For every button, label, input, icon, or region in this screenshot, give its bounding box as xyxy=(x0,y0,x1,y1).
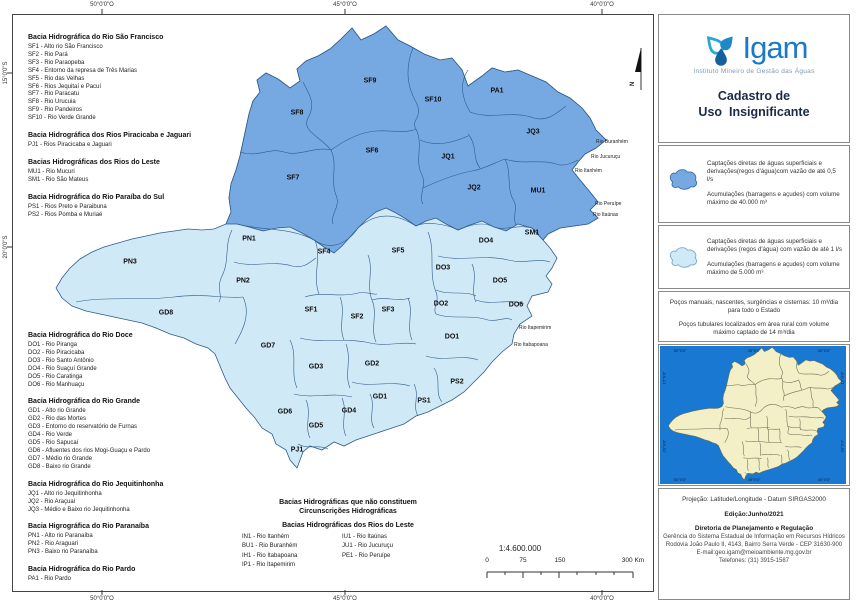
basin-item: PS1 - Rios Preto e Paraibuna xyxy=(28,203,107,210)
basin-item: DO4 - Rio Suaçuí Grande xyxy=(28,365,97,372)
basin-section xyxy=(28,132,243,150)
inset-coord-top: 50°0'0" xyxy=(673,348,687,353)
map-title-line1: Cadastro de xyxy=(717,89,791,103)
basin-item: PJ1 - Rios Piracicaba e Jaguari xyxy=(28,142,112,149)
region-label-gd4: GD4 xyxy=(341,407,357,415)
basin-item: SF1 - Alto rio São Francisco xyxy=(28,44,103,50)
legend-dark-captacoes: Captações diretas de águas superficiais e derivações(regos d'água)com vazão de até 0,5 l/s xyxy=(707,160,836,183)
inset-coord-right: 20°0'0" xyxy=(839,439,845,453)
basin-section xyxy=(28,34,243,123)
wells-tubular-text: Poços tubulares localizados em área rural com volume máximo captado de 14 m³/dia xyxy=(678,321,830,336)
dark-basin-blob-icon xyxy=(666,166,702,194)
region-label-gd1: GD1 xyxy=(372,393,388,401)
inset-map-svg xyxy=(658,344,850,486)
region-label-do4: DO4 xyxy=(478,237,494,245)
leste-basin-item: IN1 - Rio Itanhém xyxy=(242,534,290,540)
north-arrow-label: N xyxy=(630,81,636,86)
region-label-gd6: GD6 xyxy=(277,408,293,416)
basin-item: DO3 - Rio Santo Antônio xyxy=(28,357,94,364)
basin-item: PN2 - Rio Araguari xyxy=(28,541,79,548)
coord-label-top: 45°0'0"O xyxy=(333,2,357,8)
scale-tick-label: 150 xyxy=(554,557,566,564)
region-label-sf7: SF7 xyxy=(286,174,300,182)
basin-item: JQ1 - Alto rio Jequitinhonha xyxy=(28,490,102,497)
scale-tick-label: 300 Km xyxy=(621,557,645,564)
title-box xyxy=(658,14,850,143)
region-label-ps1: PS1 xyxy=(417,397,431,405)
leste-rivers-col1 xyxy=(242,533,342,571)
coord-label-top: 40°0'0"O xyxy=(590,2,614,8)
region-label-sf4: SF4 xyxy=(317,248,331,256)
coord-label-bottom: 40°0'0"O xyxy=(590,596,614,602)
region-label-sf3: SF3 xyxy=(381,306,395,314)
coord-label-bottom: 50°0'0"O xyxy=(90,596,114,602)
light-basin-blob-icon xyxy=(666,244,702,272)
basin-section xyxy=(28,332,243,389)
map-title-line2: Uso Insignificante xyxy=(698,105,810,119)
igam-logo-caption: Instituto Mineiro de Gestão das Águas xyxy=(693,68,815,75)
basin-item: GD8 - Baixo rio Grande xyxy=(28,463,91,470)
region-label-sf10: SF10 xyxy=(424,96,442,104)
region-label-jq3: JQ3 xyxy=(526,128,540,136)
basin-item: DO5 - Rio Caratinga xyxy=(28,373,83,380)
region-label-pn2: PN2 xyxy=(236,277,250,285)
river-label: Rio Peruípe xyxy=(595,201,622,207)
basin-item: DO2 - Rio Piracicaba xyxy=(28,349,85,356)
leste-basin-item: BU1 - Rio Buranhém xyxy=(242,543,298,550)
region-label-do6: DO6 xyxy=(508,301,524,309)
river-label: Rio Itanhém xyxy=(575,168,602,174)
contact-line: Rodovia João Paulo II, 4143, Bairro Serra Verde - CEP 31630-900 xyxy=(665,542,843,548)
coord-label-left: 20°0'0"S xyxy=(3,235,9,259)
region-label-sf5: SF5 xyxy=(391,247,405,255)
coord-label-left: 15°0'0"S xyxy=(3,61,9,85)
basin-section xyxy=(28,398,243,471)
basin-item: GD1 - Alto rio Grande xyxy=(28,408,86,415)
leste-rivers-subtitle: Bacias Hidrográficas dos Rios do Leste xyxy=(282,522,414,529)
river-label: Rio Itapemirim xyxy=(519,325,552,331)
region-label-sf2: SF2 xyxy=(350,313,364,321)
igam-logo-text: Igam xyxy=(742,30,808,65)
basin-item: SF7 - Rio Paracatu xyxy=(28,91,80,98)
basin-section-title: Bacia Hidrográfica do Rio Paraíba do Sul xyxy=(28,193,165,201)
river-label: Rio Itabapoana xyxy=(514,342,548,348)
scale-tick-label: 75 xyxy=(519,557,527,564)
basin-section-title: Bacia Higrográfica do Rio Paranaíba xyxy=(28,523,149,531)
wells-manual-text: Poços manuais, nascentes, surgências e cisternas: 10 m³/dia para todo o Estado xyxy=(669,299,839,314)
basin-item: JQ3 - Médio e Baixo rio Jequitinhonha xyxy=(28,506,130,513)
leste-basin-item: IP1 - Rio Itapemirim xyxy=(242,562,296,569)
basin-item: SF6 - Rios Jequitaí e Pacuí xyxy=(28,83,102,90)
region-label-gd2: GD2 xyxy=(364,360,380,368)
info-box xyxy=(658,488,850,600)
region-label-jq1: JQ1 xyxy=(441,153,455,161)
basin-item: SF9 - Rio Pandeiros xyxy=(28,107,83,114)
inset-coord-left: 15°0'0" xyxy=(661,371,667,385)
inset-coord-top: 40°0'0" xyxy=(817,348,831,353)
region-label-sf9: SF9 xyxy=(363,77,377,85)
region-label-gd7: GD7 xyxy=(260,342,276,350)
region-label-gd3: GD3 xyxy=(308,363,324,371)
basin-item: GD7 - Médio rio Grande xyxy=(28,455,93,462)
legend-dark-acumulacoes: Acumulações (barragens e açudes) com volume máximo de 40.000 m³ xyxy=(707,191,840,206)
north-arrow xyxy=(630,48,641,90)
basin-item: GD2 - Rio das Mortes xyxy=(28,416,87,423)
region-label-do3: DO3 xyxy=(435,264,451,272)
non-circumscription-block xyxy=(228,498,468,571)
river-label: Rio Itaúnas xyxy=(593,212,619,218)
legend-light-captacoes: Captações diretas de águas superficiais e derivações (regos d'água) com vazão de até 1 l/s xyxy=(707,238,842,253)
basin-index-top xyxy=(28,34,243,229)
legend-box-dark xyxy=(658,145,850,223)
basin-item: SM1 - Rio São Mateus xyxy=(28,176,89,183)
projection-text: Projeção: Latitude/Longitude - Datum SIRGAS2000 xyxy=(682,496,826,503)
basin-item: JQ2 - Rio Araçuaí xyxy=(28,498,76,505)
basin-item: SF2 - Rio Pará xyxy=(28,51,68,58)
region-label-gd8: GD8 xyxy=(158,309,174,317)
non-circumscription-title-line1: Bacias Hidrográficas que não constituem xyxy=(279,499,417,506)
basin-section-title: Bacia Hidrográfica do Rio Jequitinhonha xyxy=(28,480,164,488)
basin-item: DO1 - Rio Piranga xyxy=(28,342,78,348)
region-label-pa1: PA1 xyxy=(490,87,504,95)
region-label-do2: DO2 xyxy=(433,300,449,308)
basin-item: GD3 - Entorno do reservatório de Furnas xyxy=(28,424,138,431)
north-basins-shape xyxy=(226,26,606,253)
basin-item: PN3 - Baixo rio Paranaíba xyxy=(28,549,98,556)
basin-section xyxy=(28,523,243,557)
basin-item: PS2 - Rios Pomba e Muriaé xyxy=(28,211,103,218)
contact-line: Telefones: (31) 3915-1587 xyxy=(718,558,790,564)
basin-section xyxy=(28,194,243,220)
region-label-mu1: MU1 xyxy=(530,187,546,195)
inset-coord-left: 20°0'0" xyxy=(661,439,667,453)
leste-rivers-col2 xyxy=(342,533,442,571)
basin-item: PA1 - Rio Pardo xyxy=(28,576,71,583)
leste-basin-item: PE1 - Rio Peruípe xyxy=(342,552,391,559)
basin-item: PN1 - Alto rio Paranaíba xyxy=(28,533,93,540)
region-label-jq2: JQ2 xyxy=(467,184,481,192)
coord-label-top: 50°0'0"O xyxy=(90,2,114,8)
region-label-sf6: SF6 xyxy=(365,147,379,155)
inset-coord-bottom: 45°0'0" xyxy=(747,477,761,482)
region-label-ps2: PS2 xyxy=(450,378,464,386)
inset-coord-bottom: 40°0'0" xyxy=(817,477,831,482)
leste-basin-item: IU1 - Rio Itaúnas xyxy=(342,534,388,540)
basin-item: GD5 - Rio Sapucaí xyxy=(28,440,79,447)
igam-drops-icon xyxy=(701,29,741,67)
region-label-sf1: SF1 xyxy=(304,306,318,314)
basin-section-title: Bacia Hidrográfica dos Rios Piracicaba e Jaguari xyxy=(28,132,192,140)
basin-item: MU1 - Rio Mucuri xyxy=(28,168,75,175)
region-label-do5: DO5 xyxy=(492,277,508,285)
region-label-do1: DO1 xyxy=(444,333,460,341)
region-label-pj1: PJ1 xyxy=(290,446,304,454)
contact-block xyxy=(659,525,849,565)
legend-box-light xyxy=(658,225,850,289)
basin-item: SF8 - Rio Urucuia xyxy=(28,99,76,106)
basin-item: SF5 - Rio das Velhas xyxy=(28,75,85,82)
non-circumscription-title-line2: Circunscrições Hidrográficas xyxy=(299,508,397,515)
basin-index-bottom xyxy=(28,332,243,593)
river-label: Rio Jucuruçu xyxy=(591,154,621,160)
inset-coord-bottom: 50°0'0" xyxy=(673,477,687,482)
contact-line: Diretoria de Planejamento e Regulação xyxy=(694,525,814,532)
basin-item: SF3 - Rio Paraopeba xyxy=(28,59,85,66)
basin-section-title: Bacias Hidrográficas dos Rios do Leste xyxy=(28,158,160,166)
igam-logo xyxy=(659,29,849,67)
region-label-pn1: PN1 xyxy=(242,235,256,243)
basin-item: GD6 - Afluentes dos rios Mogi-Guaçu e Pardo xyxy=(28,447,151,454)
contact-line: Gerência do Sistema Estadual de Informação em Recursos Hídricos xyxy=(663,534,845,540)
legend-light-acumulacoes: Acumulações (barragens e açudes) com volume máximo de 5.000 m³ xyxy=(707,261,840,276)
scale-bar xyxy=(487,572,633,578)
leste-basin-item: IH1 - Rio Itabapoana xyxy=(242,552,298,559)
edition-text: Edição:Junho/2021 xyxy=(724,511,784,518)
basin-section-title: Bacia Hidrográfica do Rio Pardo xyxy=(28,566,136,574)
region-label-pn3: PN3 xyxy=(123,258,137,266)
inset-coord-right: 15°0'0" xyxy=(839,371,845,385)
basin-section xyxy=(28,481,243,515)
basin-item: DO6 - Rio Manhuaçu xyxy=(28,381,85,388)
basin-section-title: Bacia Hidrográfica do Rio Doce xyxy=(28,332,133,339)
region-label-gd5: GD5 xyxy=(308,422,324,430)
coord-label-bottom: 45°0'0"O xyxy=(333,596,357,602)
basin-section xyxy=(28,159,243,185)
basin-item: SF10 - Rio Verde Grande xyxy=(28,115,96,122)
leste-basin-item: JU1 - Rio Jucuruçu xyxy=(342,543,394,550)
basin-section-title: Bacia Hidrográfica do Rio Grande xyxy=(28,398,141,406)
basin-section-title: Bacia Hidrográfica do Rio São Francisco xyxy=(28,34,164,41)
basin-section xyxy=(28,566,243,584)
basin-item: SF4 - Entorno da represa de Três Marias xyxy=(28,67,138,74)
region-label-sf8: SF8 xyxy=(290,109,304,117)
contact-line: E-mail:geo.igam@meioambiente.mg.gov.br xyxy=(696,550,812,556)
region-label-sm1: SM1 xyxy=(524,229,540,237)
inset-coord-top: 45°0'0" xyxy=(747,348,761,353)
scale-tick-label: 0 xyxy=(485,557,489,564)
river-label: Rio Buranhém xyxy=(596,139,628,145)
basin-item: GD4 - Rio Verde xyxy=(28,432,73,439)
wells-box xyxy=(658,291,850,342)
scale-ratio: 1:4.600.000 xyxy=(498,544,542,553)
